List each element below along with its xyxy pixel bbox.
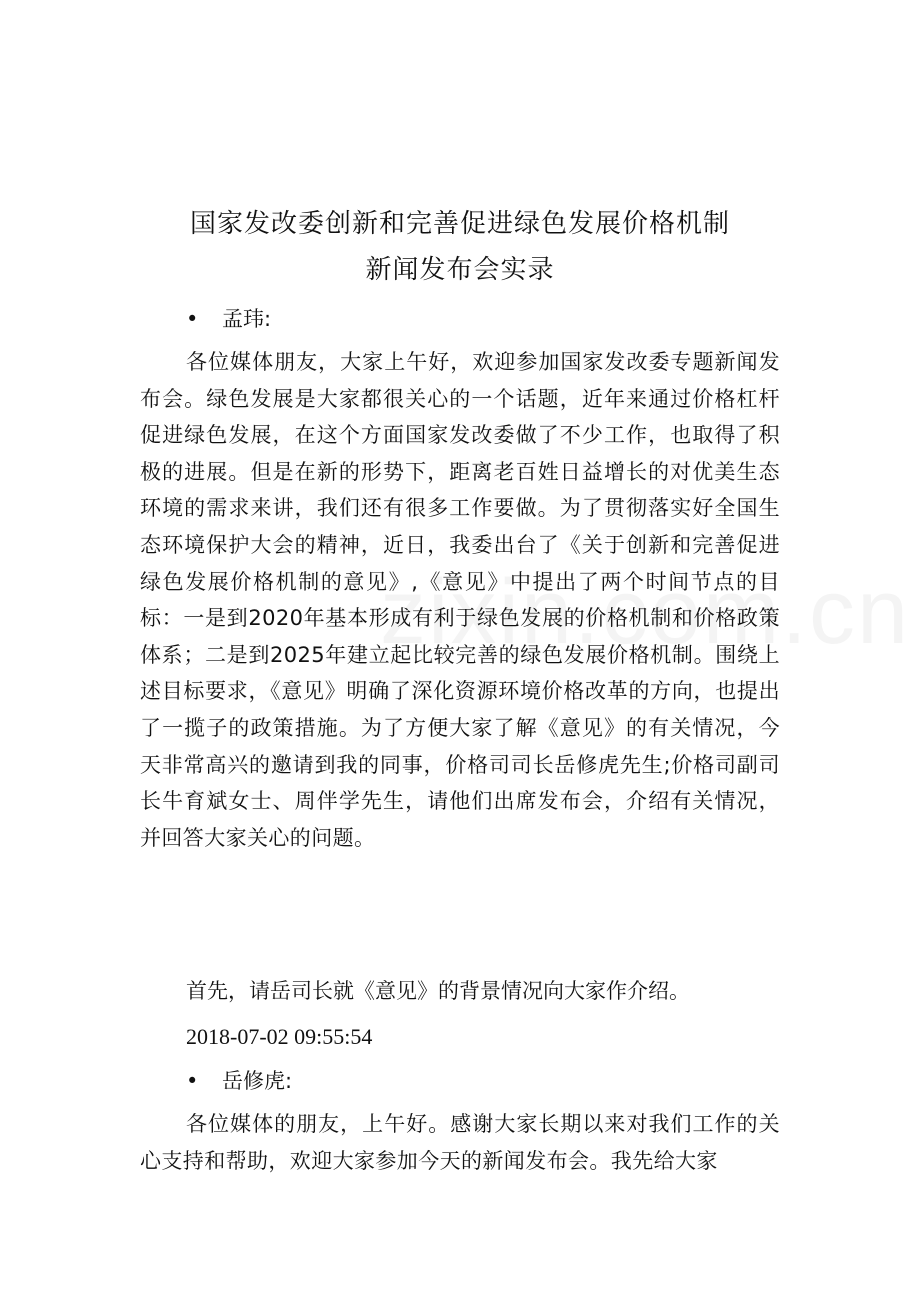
speaker-heading — [186, 306, 271, 332]
bullet-icon: • — [186, 1069, 199, 1093]
timestamp: 2018-07-02 09:55:54 — [186, 1024, 373, 1049]
document-title: 国家发改委创新和完善促进绿色发展价格机制 — [189, 209, 730, 239]
bullet-icon: • — [186, 307, 199, 331]
document-subtitle: 新闻发布会实录 — [365, 255, 555, 285]
speech-closing-line: 首先，请岳司长就《意见》的背景情况向大家作介绍。 — [186, 979, 690, 1003]
speech-paragraph: 各位媒体朋友，大家上午好，欢迎参加国家发改委专题新闻发布会。绿色发展是大家都很关心的一个话题，近年来通过价格杠杆促进绿色发展，在这个方面国家发改委做了不少工作，也取得了积极的进展。但是在新的形势下，距离老百姓日益增长的对优美生态环境的需求来讲，我们还有很多工作要做。为了贯彻落实好全国生态环境保护大会的精神，近日，我委出台了《关于创新和完善促进绿色发展价格机制的意见》,《意见》中提出了两个时间节点的目标：一是到2020年基本形成有利于绿色发展的价格机制和价格政策体系；二是到2025年建立起比较完善的绿色发展价格机制。围绕上述目标要求，《意见》明确了深化资源环境价格改革的方向，也提出了一揽子的政策措施。为了方便大家了解《意见》的有关情况，今天非常高兴的邀请到我的同事，价格司司长岳修虎先生;价格司副司长牛育斌女士、周伴学先生，请他们出席发布会，介绍有关情况，并回答大家关心的问题。 — [140, 350, 780, 850]
speaker-heading — [186, 1068, 292, 1094]
speech-paragraph: 各位媒体的朋友，上午好。感谢大家长期以来对我们工作的关心支持和帮助，欢迎大家参加今天的新闻发布会。我先给大家 — [140, 1112, 780, 1173]
speaker-name: 孟玮: — [222, 307, 272, 331]
speaker-name: 岳修虎: — [222, 1069, 293, 1093]
